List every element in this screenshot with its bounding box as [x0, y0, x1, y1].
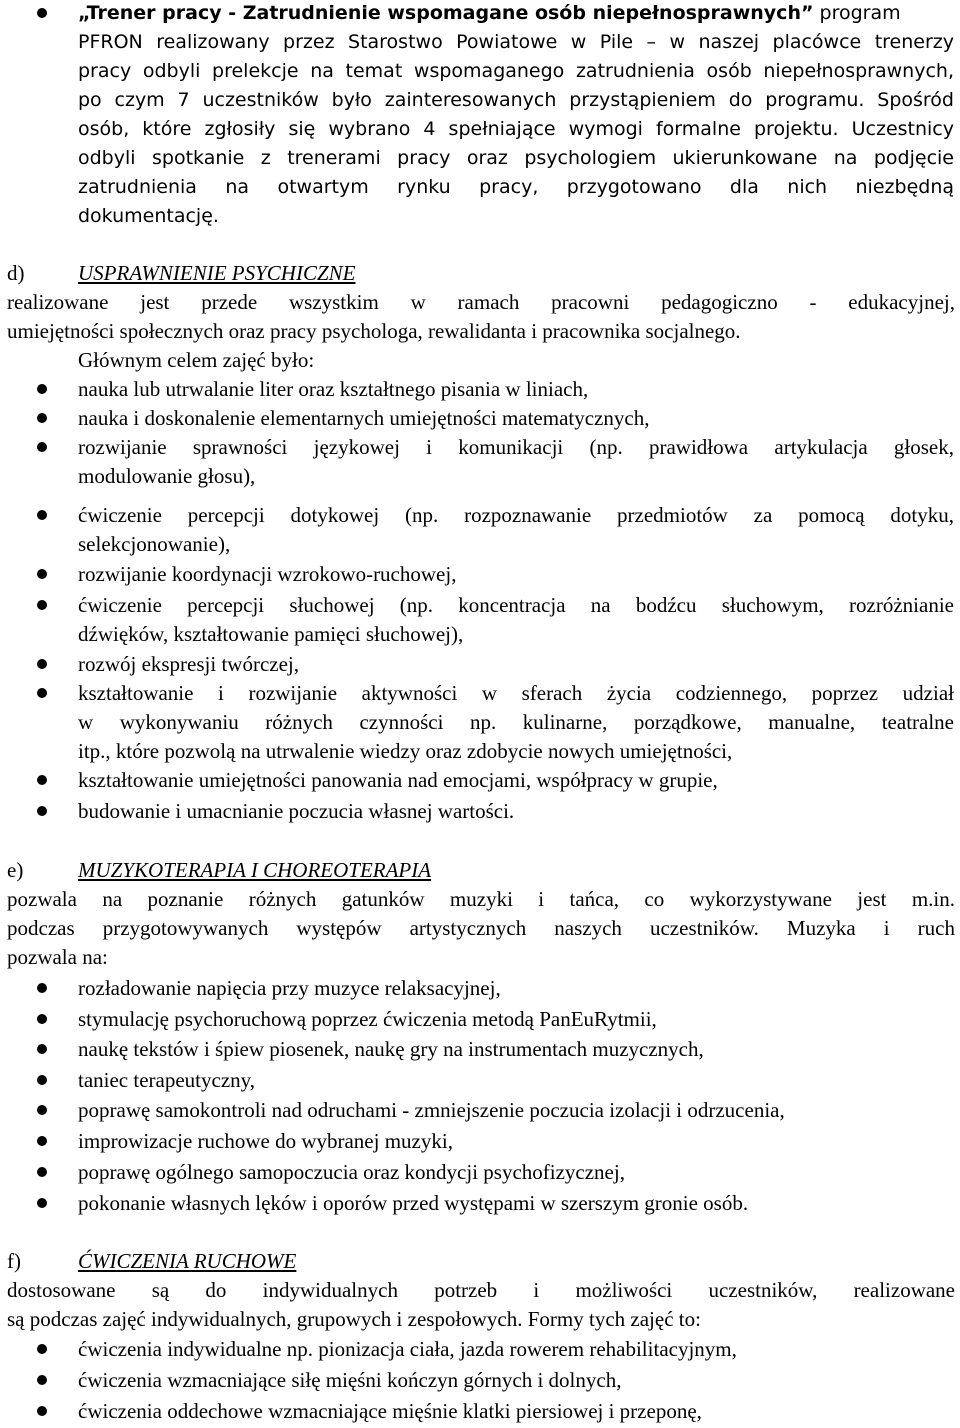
bullet-marker	[37, 806, 47, 816]
section-e-intro-line: pozwala na:	[7, 945, 108, 969]
bullet-marker	[37, 1014, 47, 1024]
section-e-bullet: poprawę samokontroli nad odruchami - zmniejszenie poczucia izolacji i odrzucenia,	[78, 1098, 785, 1122]
bullet-marker	[37, 1167, 47, 1177]
section-e-intro-line: podczas przygotowywanych występów artystycznych naszych uczestników. Muzyka i ruch	[7, 916, 955, 940]
bullet-marker	[37, 384, 47, 394]
section-e-title: MUZYKOTERAPIA I CHOREOTERAPIA	[78, 858, 432, 882]
trener-line: odbyli spotkanie z trenerami pracy oraz psychologiem ukierunkowane na podjęcie	[78, 147, 954, 169]
bullet-marker	[37, 1075, 47, 1085]
section-d-bullet: nauka i doskonalenie elementarnych umiejętności matematycznych,	[78, 406, 650, 430]
bullet-marker	[37, 510, 47, 520]
bullet-marker	[37, 600, 47, 610]
bullet-marker	[37, 1105, 47, 1115]
section-d-bullet: kształtowanie umiejętności panowania nad emocjami, współpracy w grupie,	[78, 768, 718, 792]
section-d-bullet: ćwiczenie percepcji słuchowej (np. koncentracja na bodźcu słuchowym, rozróżnianie	[78, 593, 954, 617]
section-e-heading	[0, 858, 960, 882]
section-e-bullet: improwizacje ruchowe do wybranej muzyki,	[78, 1129, 453, 1153]
section-e-letter: e)	[7, 858, 24, 882]
trener-line: po czym 7 uczestników było zainteresowanych przystąpieniem do programu. Spośród	[78, 89, 954, 111]
section-d-letter: d)	[7, 261, 25, 285]
trener-title: „Trener pracy - Zatrudnienie wspomagane osób niepełnosprawnych”	[78, 2, 814, 24]
bullet-marker	[37, 569, 47, 579]
section-e-bullet: pokonanie własnych lęków i oporów przed występami w szerszym gronie osób.	[78, 1191, 749, 1215]
trener-line: osób, które zgłosiły się wybrano 4 spełniające wymogi formalne projektu. Uczestnicy	[78, 118, 954, 140]
bullet-marker	[37, 1406, 47, 1416]
section-d-intro-line: umiejętności społecznych oraz pracy psychologa, rewalidanta i pracownika socjalnego.	[7, 319, 741, 343]
section-f-intro-line: dostosowane są do indywidualnych potrzeb i możliwości uczestników, realizowane	[7, 1278, 955, 1302]
section-e-bullet: rozładowanie napięcia przy muzyce relaksacyjnej,	[78, 976, 501, 1000]
bullet-marker	[37, 775, 47, 785]
section-d-intro-line: realizowane jest przede wszystkim w ramach pracowni pedagogiczno - edukacyjnej,	[7, 290, 955, 314]
trener-line-0	[78, 1, 954, 25]
section-d-bullet-cont: w wykonywaniu różnych czynności np. kulinarne, porządkowe, manualne, teatralne	[78, 710, 954, 734]
section-d-bullet: kształtowanie i rozwijanie aktywności w sferach życia codziennego, poprzez udział	[78, 681, 954, 705]
section-f-heading	[0, 1249, 960, 1273]
section-d-intro-line: Głównym celem zajęć było:	[78, 348, 315, 372]
section-d-bullet: rozwój ekspresji twórczej,	[78, 652, 300, 676]
bullet-marker	[37, 659, 47, 669]
bullet-marker	[37, 1136, 47, 1146]
trener-line: dokumentację.	[78, 205, 219, 227]
section-f-intro-line: są podczas zajęć indywidualnych, grupowych i zespołowych. Formy tych zajęć to:	[7, 1307, 701, 1331]
trener-line: zatrudnienia na otwartym rynku pracy, przygotowano dla nich niezbędną	[78, 176, 954, 198]
section-e-bullet: taniec terapeutyczny,	[78, 1068, 256, 1092]
section-e-bullet: naukę tekstów i śpiew piosenek, naukę gry na instrumentach muzycznych,	[78, 1037, 704, 1061]
section-f-bullet: ćwiczenia indywidualne np. pionizacja ciała, jazda rowerem rehabilitacyjnym,	[78, 1337, 737, 1361]
section-e-bullet: poprawę ogólnego samopoczucia oraz kondycji psychofizycznej,	[78, 1160, 625, 1184]
bullet-marker	[37, 8, 47, 18]
trener-title-rest: program	[813, 2, 901, 24]
section-e-intro-line: pozwala na poznanie różnych gatunków muzyki i tańca, co wykorzystywane jest m.in.	[7, 887, 955, 911]
section-f-bullet: ćwiczenia oddechowe wzmacniające mięśnie klatki piersiowej i przeponę,	[78, 1399, 702, 1423]
trener-line: pracy odbyli prelekcje na temat wspomaganego zatrudnienia osób niepełnosprawnych,	[78, 60, 954, 82]
section-d-bullet: budowanie i umacnianie poczucia własnej wartości.	[78, 799, 515, 823]
section-d-heading	[0, 261, 960, 285]
section-f-title: ĆWICZENIA RUCHOWE	[78, 1249, 297, 1273]
bullet-marker	[37, 983, 47, 993]
section-f-letter: f)	[7, 1249, 21, 1273]
bullet-marker	[37, 1044, 47, 1054]
section-d-bullet-cont: selekcjonowanie),	[78, 532, 231, 556]
bullet-marker	[37, 1344, 47, 1354]
bullet-marker	[37, 1375, 47, 1385]
section-d-bullet-cont: modulowanie głosu),	[78, 464, 256, 488]
section-d-bullet: rozwijanie koordynacji wzrokowo-ruchowej,	[78, 562, 457, 586]
section-d-title: USPRAWNIENIE PSYCHICZNE	[78, 261, 356, 285]
section-d-bullet: rozwijanie sprawności językowej i komunikacji (np. prawidłowa artykulacja głosek,	[78, 435, 954, 459]
section-d-bullet: ćwiczenie percepcji dotykowej (np. rozpoznawanie przedmiotów za pomocą dotyku,	[78, 503, 954, 527]
section-d-bullet: nauka lub utrwalanie liter oraz kształtnego pisania w liniach,	[78, 377, 589, 401]
bullet-marker	[37, 688, 47, 698]
section-e-bullet: stymulację psychoruchową poprzez ćwiczenia metodą PanEuRytmii,	[78, 1007, 657, 1031]
bullet-marker	[37, 1198, 47, 1208]
section-f-bullet: ćwiczenia wzmacniające siłę mięśni kończyn górnych i dolnych,	[78, 1368, 622, 1392]
bullet-marker	[37, 442, 47, 452]
bullet-marker	[37, 413, 47, 423]
section-d-bullet-cont: dźwięków, kształtowanie pamięci słuchowej),	[78, 622, 464, 646]
trener-line: PFRON realizowany przez Starostwo Powiatowe w Pile – w naszej placówce trenerzy	[78, 31, 954, 53]
section-d-bullet-cont: itp., które pozwolą na utrwalenie wiedzy oraz zdobycie nowych umiejętności,	[78, 739, 733, 763]
